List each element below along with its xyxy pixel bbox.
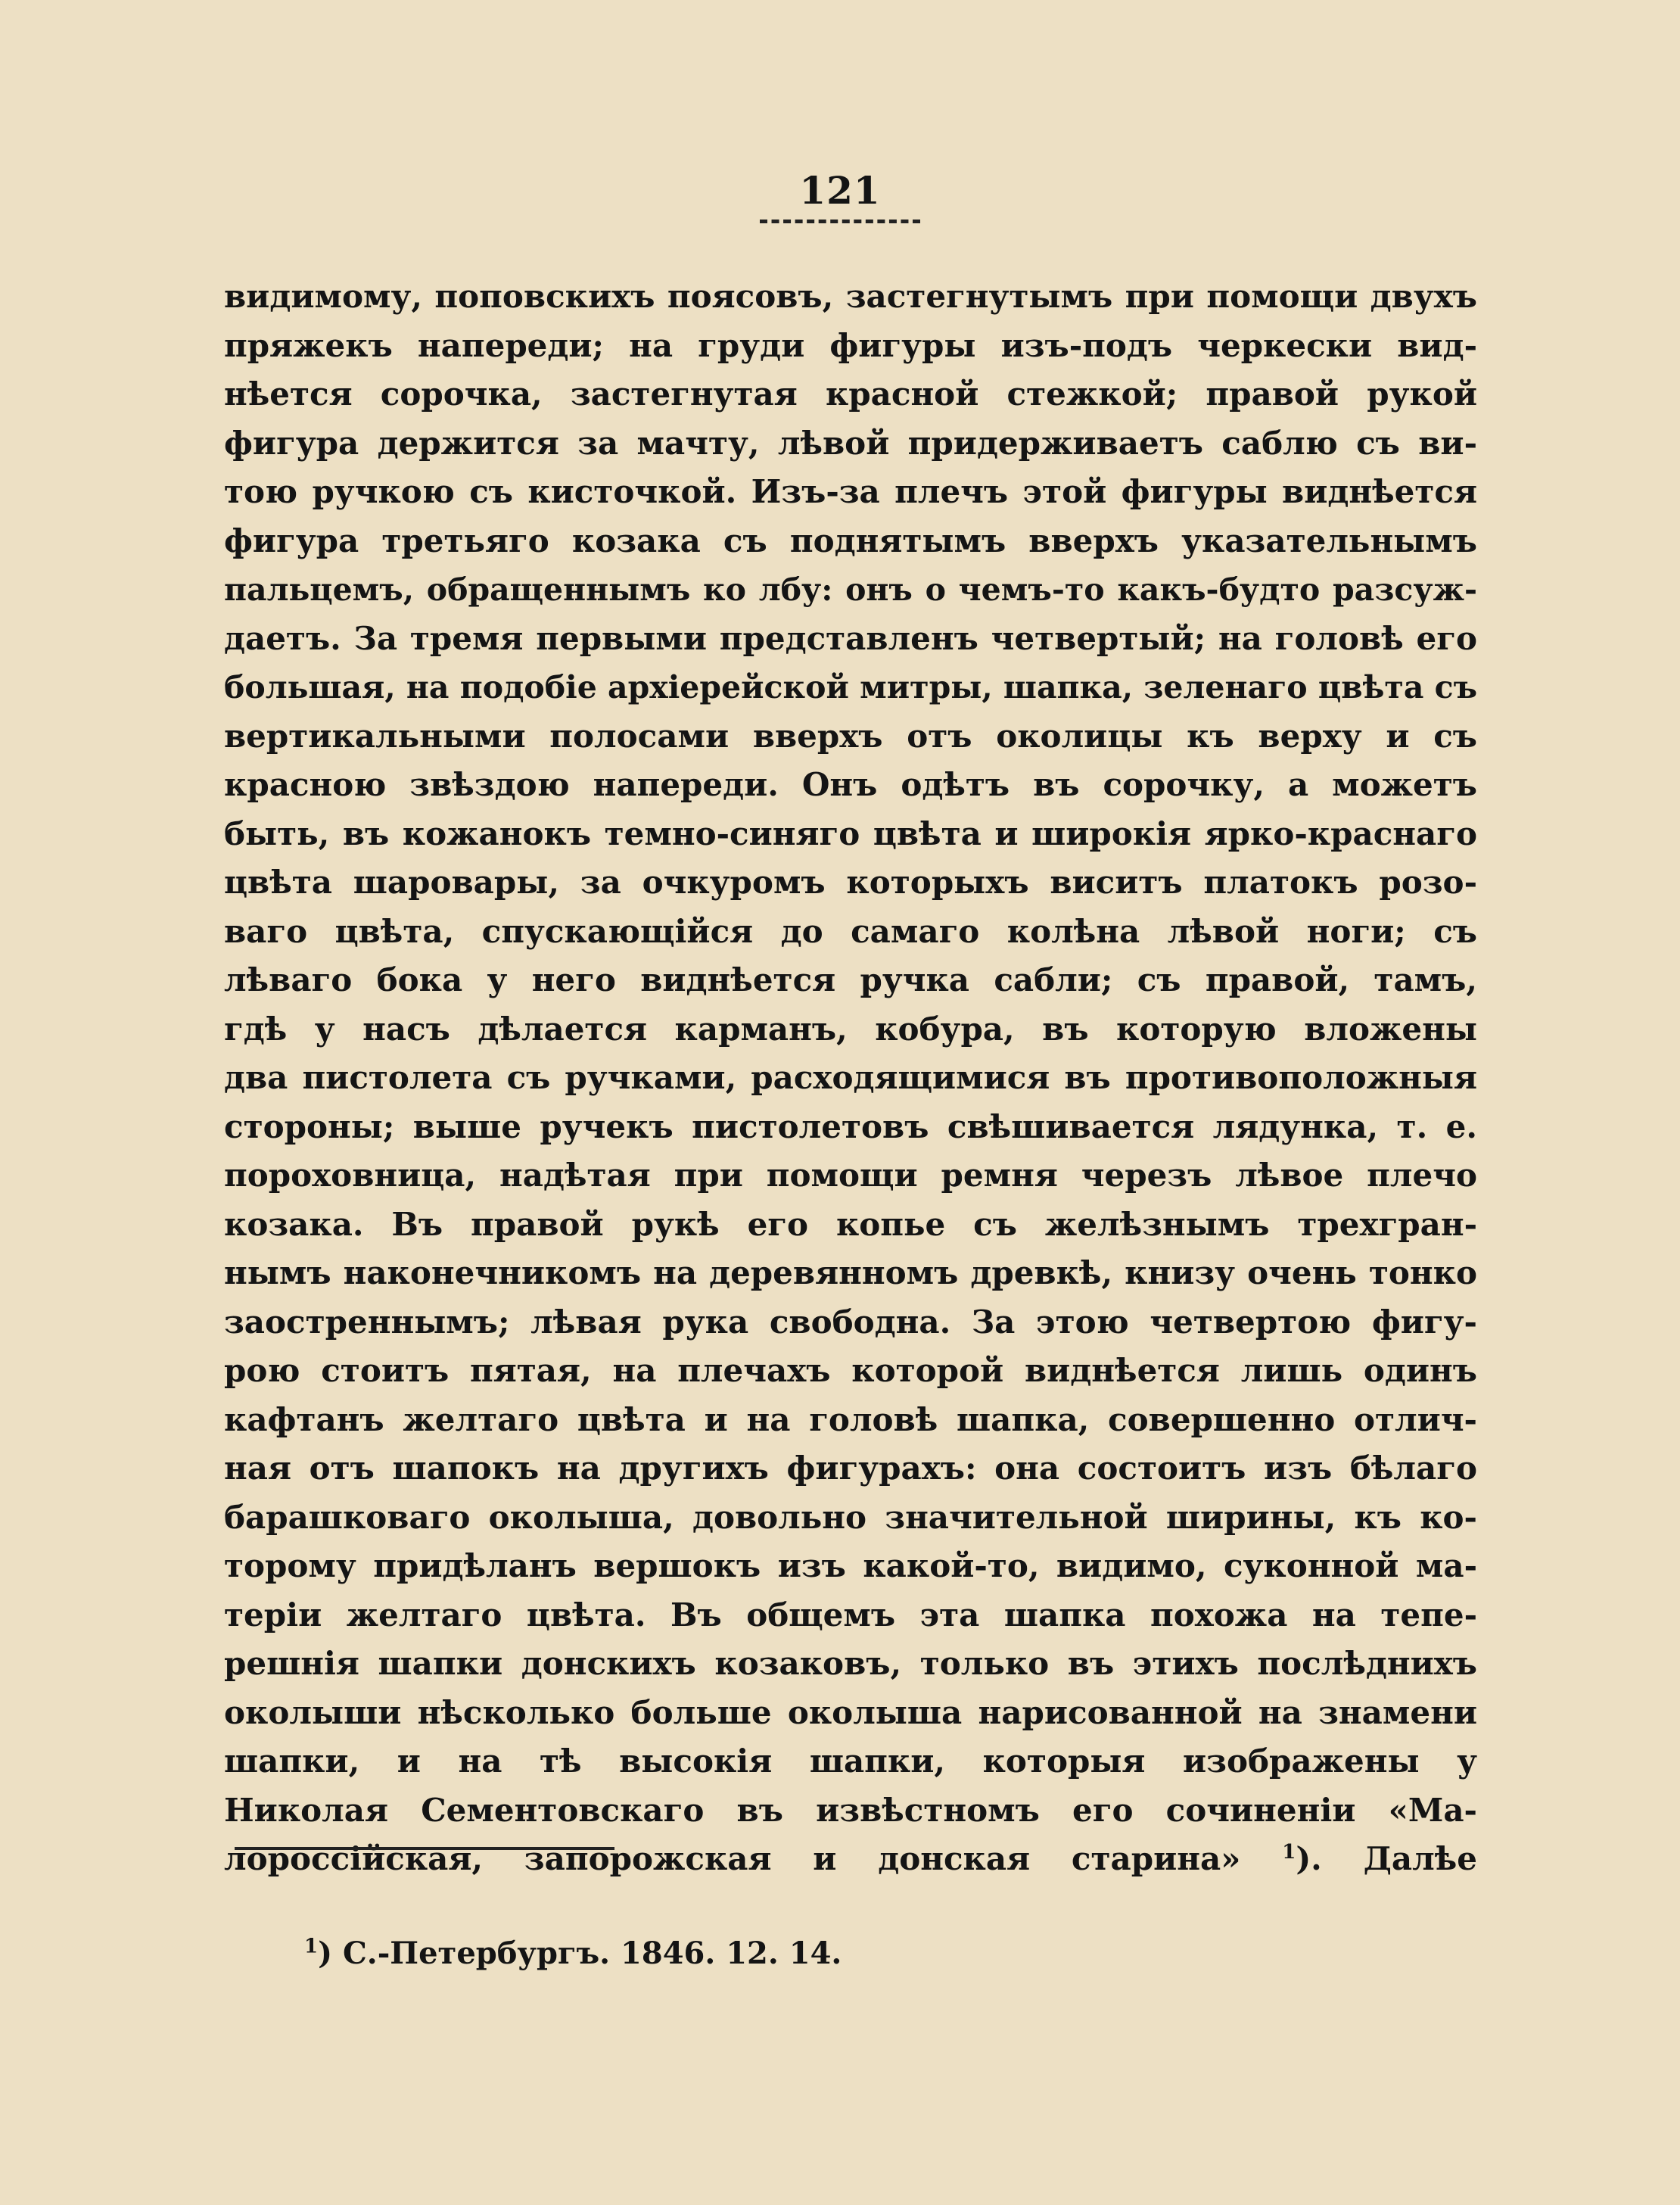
footnote-rule bbox=[235, 1847, 614, 1850]
text-line-24: кафтанъ желтаго цвѣта и на головѣ шапка, совершенно отлич- bbox=[224, 1400, 1477, 1438]
footnote bbox=[304, 1935, 842, 1973]
text-line-30: околыши нѣсколько больше околыша нарисованной на знамени bbox=[224, 1693, 1477, 1731]
text-line-7: пальцемъ, обращеннымъ ко лбу: онъ о чемъ-то какъ-будто разсуж- bbox=[224, 571, 1477, 608]
text-line-29: решнія шапки донскихъ козаковъ, только въ этихъ послѣднихъ bbox=[224, 1645, 1477, 1682]
text-line-13: цвѣта шаровары, за очкуромъ которыхъ виситъ платокъ розо- bbox=[224, 864, 1477, 901]
text-line-27: торому придѣланъ вершокъ изъ какой-то, видимо, суконной ма- bbox=[224, 1547, 1477, 1584]
text-line-19: пороховница, надѣтая при помощи ремня черезъ лѣвое плечо bbox=[224, 1157, 1477, 1194]
text-line-5: тою ручкою съ кисточкой. Изъ-за плечъ этой фигуры виднѣется bbox=[224, 473, 1477, 510]
text-line-11: красною звѣздою напереди. Онъ одѣтъ въ сорочку, а можетъ bbox=[224, 766, 1477, 803]
text-line-31: шапки, и на тѣ высокія шапки, которыя изображены у bbox=[224, 1743, 1477, 1780]
text-line-21: нымъ наконечникомъ на деревянномъ древкѣ, книзу очень тонко bbox=[224, 1254, 1477, 1291]
footnote-marker: 1 bbox=[304, 1935, 319, 1958]
text-line-1: видимому, поповскихъ поясовъ, застегнутымъ при помощи двухъ bbox=[224, 278, 1477, 315]
text-line-23: рою стоитъ пятая, на плечахъ которой виднѣется лишь одинъ bbox=[224, 1352, 1477, 1389]
footnote-ref[interactable]: 1 bbox=[1282, 1841, 1296, 1864]
text-line-33 bbox=[224, 1835, 1477, 1884]
text-line-22: заостреннымъ; лѣвая рука свободна. За этою четвертою фигу- bbox=[224, 1303, 1477, 1341]
text-line-28: теріи желтаго цвѣта. Въ общемъ эта шапка похожа на тепе- bbox=[224, 1596, 1477, 1634]
text-line-26: барашковаго околыша, довольно значительной ширины, къ ко- bbox=[224, 1498, 1477, 1536]
text-line-10: вертикальными полосами вверхъ отъ околицы къ верху и съ bbox=[224, 717, 1477, 755]
text-line-4: фигура держится за мачту, лѣвой придерживаетъ саблю съ ви- bbox=[224, 424, 1477, 462]
text-line-16: гдѣ у насъ дѣлается карманъ, кобура, въ которую вложены bbox=[224, 1010, 1477, 1048]
text-line-12: быть, въ кожанокъ темно-синяго цвѣта и широкія ярко-краснаго bbox=[224, 814, 1477, 852]
text-line-20: козака. Въ правой рукѣ его копье съ желѣзнымъ трехгран- bbox=[224, 1205, 1477, 1243]
last-line-text: лороссійская, запорожская и донская старина» bbox=[224, 1840, 1241, 1877]
body-text bbox=[224, 273, 1477, 1884]
text-line-2: пряжекъ напереди; на груди фигуры изъ-подъ черкески вид- bbox=[224, 326, 1477, 364]
text-line-6: фигура третьяго козака съ поднятымъ вверхъ указательнымъ bbox=[224, 522, 1477, 559]
text-line-15: лѣваго бока у него виднѣется ручка сабли; съ правой, тамъ, bbox=[224, 961, 1477, 998]
page-number: 121 bbox=[799, 168, 881, 213]
text-line-9: большая, на подобіе архіерейской митры, шапка, зеленаго цвѣта съ bbox=[224, 669, 1477, 705]
text-line-25: ная отъ шапокъ на другихъ фигурахъ: она состоитъ изъ бѣлаго bbox=[224, 1450, 1477, 1487]
last-line-tail: ). Далѣе bbox=[1296, 1840, 1477, 1877]
text-line-32: Николая Сементовскаго въ извѣстномъ его сочиненіи «Ма- bbox=[224, 1791, 1477, 1829]
text-line-14: ваго цвѣта, спускающійся до самаго колѣна лѣвой ноги; съ bbox=[224, 912, 1477, 950]
text-line-8: даетъ. За тремя первыми представленъ четвертый; на головѣ его bbox=[224, 619, 1477, 657]
text-line-3: нѣется сорочка, застегнутая красной стежкой; правой рукой bbox=[224, 375, 1477, 413]
text-line-18: стороны; выше ручекъ пистолетовъ свѣшивается лядунка, т. е. bbox=[224, 1107, 1477, 1145]
footnote-text: ) С.-Петербургъ. 1846. 12. 14. bbox=[318, 1936, 842, 1971]
text-line-17: два пистолета съ ручками, расходящимися въ противоположныя bbox=[224, 1059, 1477, 1096]
page-number-rule bbox=[760, 220, 920, 223]
